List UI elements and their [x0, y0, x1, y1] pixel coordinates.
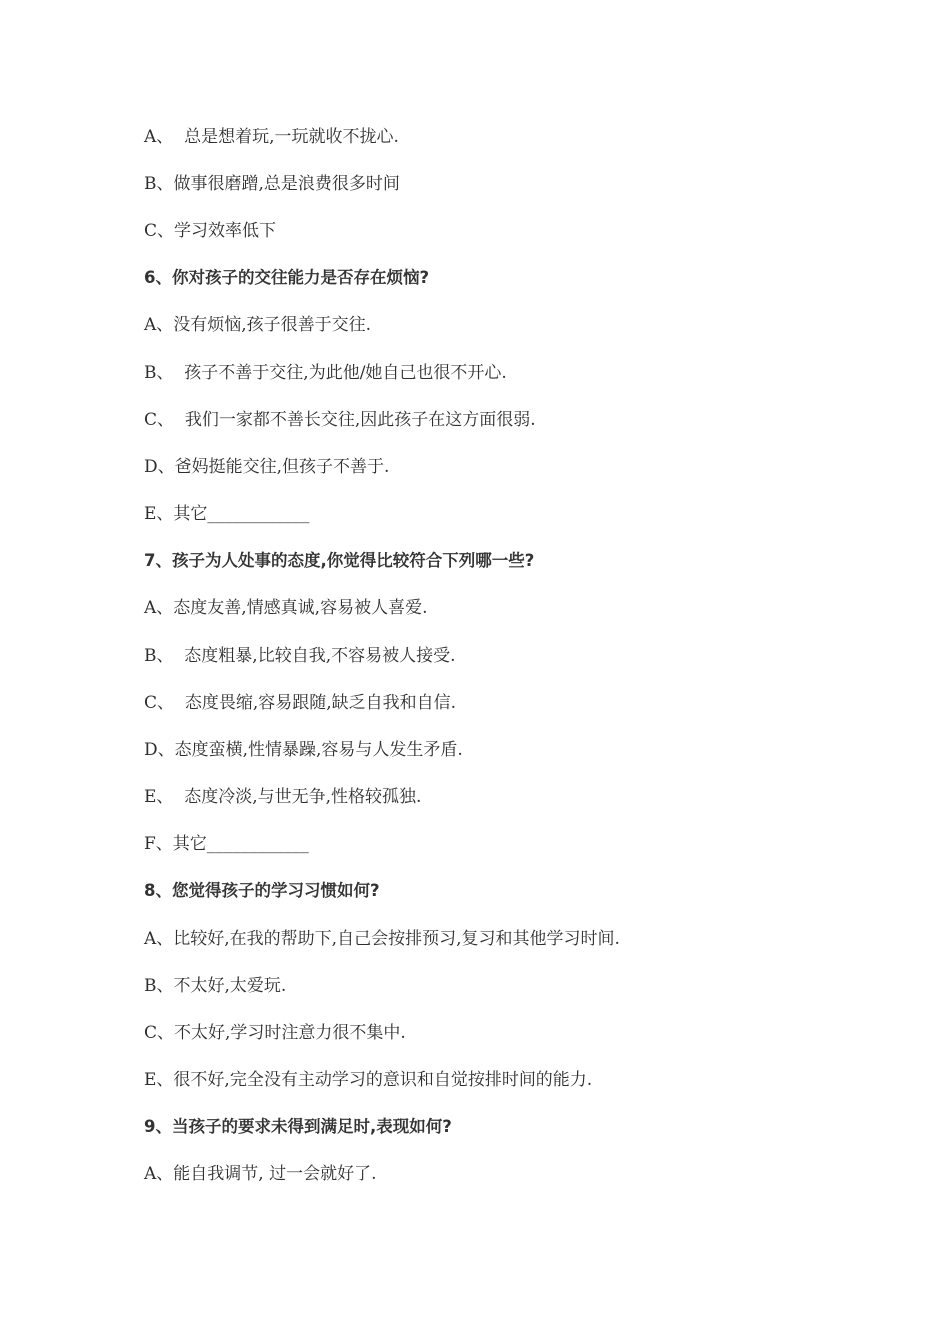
option-7d: D、态度蛮横,性情暴躁,容易与人发生矛盾.	[144, 740, 463, 760]
option-7c: C、 态度畏缩,容易跟随,缺乏自我和自信.	[144, 693, 457, 713]
option-6b: B、 孩子不善于交往,为此他/她自己也很不开心.	[144, 363, 507, 383]
option-6d: D、爸妈挺能交往,但孩子不善于.	[144, 457, 390, 477]
option-5c: C、学习效率低下	[144, 221, 277, 241]
option-7b: B、 态度粗暴,比较自我,不容易被人接受.	[144, 646, 456, 666]
option-8a: A、比较好,在我的帮助下,自己会按排预习,复习和其他学习时间.	[144, 929, 620, 949]
option-5b: B、做事很磨蹭,总是浪费很多时间	[144, 174, 400, 194]
option-9a: A、能自我调节, 过一会就好了.	[144, 1164, 377, 1184]
question-7: 7、孩子为人处事的态度,你觉得比较符合下列哪一些?	[144, 551, 535, 570]
question-9: 9、当孩子的要求未得到满足时,表现如何?	[144, 1117, 452, 1136]
option-7e: E、 态度冷淡,与世无争,性格较孤独.	[144, 787, 422, 807]
option-5a: A、 总是想着玩,一玩就收不拢心.	[144, 127, 399, 147]
option-6e: E、其它____________	[144, 504, 310, 524]
question-6: 6、你对孩子的交往能力是否存在烦恼?	[144, 268, 430, 287]
question-8: 8、您觉得孩子的学习习惯如何?	[144, 881, 380, 900]
option-6a: A、没有烦恼,孩子很善于交往.	[144, 315, 372, 335]
option-8e: E、很不好,完全没有主动学习的意识和自觉按排时间的能力.	[144, 1070, 593, 1090]
option-6c: C、 我们一家都不善长交往,因此孩子在这方面很弱.	[144, 410, 536, 430]
option-7a: A、态度友善,情感真诚,容易被人喜爱.	[144, 598, 428, 618]
option-8c: C、不太好,学习时注意力很不集中.	[144, 1023, 406, 1043]
option-7f: F、其它____________	[144, 834, 309, 854]
option-8b: B、不太好,太爱玩.	[144, 976, 287, 996]
